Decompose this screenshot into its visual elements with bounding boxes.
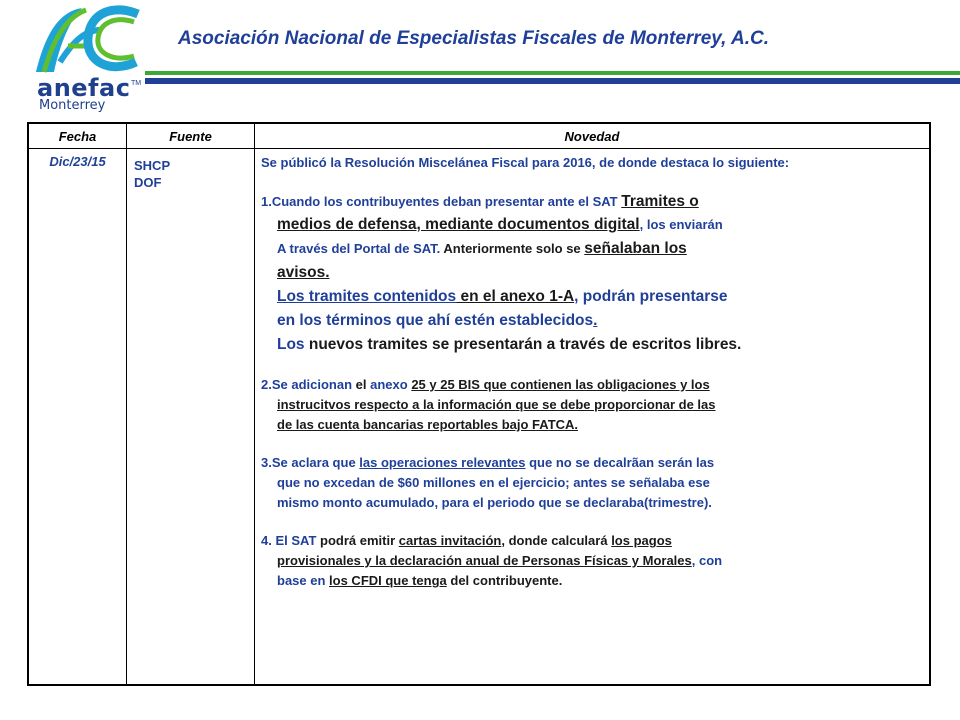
table-header-row: [28, 123, 930, 149]
anefac-logo-mark: [30, 0, 140, 80]
item2-text-a: 2.Se adicionan: [261, 377, 356, 392]
item2-text-d: 25 y 25 BIS que contienen las obligaciones y los: [411, 377, 710, 392]
header-rule-blue: [145, 78, 960, 84]
table-row: [28, 149, 930, 686]
item4-text-g: , con: [691, 553, 723, 568]
intro-text: Se públicó la Resolución Miscelánea Fiscal para 2016, de donde destaca lo siguiente:: [261, 155, 790, 170]
item1-text-b: Tramites o: [621, 193, 699, 210]
item4-text-j: del contribuyente.: [446, 573, 563, 588]
item4-text-h: base en: [277, 573, 330, 588]
item1-text-o: nuevos tramites se presentarán a través de escritos libres.: [308, 336, 742, 353]
item2-text-c: anexo: [370, 377, 412, 392]
item3-text-a: 3.Se aclara que: [261, 455, 360, 470]
logo-wordmark: anefac: [37, 74, 131, 102]
source-cell: [127, 149, 255, 686]
item4-text-f: provisionales y la declaración anual de Personas Físicas y Morales: [277, 553, 692, 568]
item1-text-m: .: [593, 312, 598, 329]
item3-text-c: que no se decalrãan serán las: [525, 455, 715, 470]
item2-text-f: de las cuenta bancarias reportables bajo FATCA.: [277, 417, 579, 432]
item1-text-e: A través del Portal de SAT.: [277, 241, 444, 256]
item3-text-b: las operaciones relevantes: [359, 455, 526, 470]
item1-text-k: , podrán presentarse: [574, 288, 728, 305]
item1-text-c: medios de defensa, mediante documentos digital: [277, 216, 640, 233]
header-rule-green: [145, 71, 960, 75]
item4-text-a: 4. El SAT: [261, 533, 320, 548]
page-title: Asociación Nacional de Especialistas Fiscales de Monterrey, A.C.: [178, 28, 769, 49]
item1-text-f: Anteriormente solo se: [443, 241, 585, 256]
news-table: [27, 122, 931, 686]
logo-trademark: TM: [131, 80, 142, 87]
item1-text-j: en el anexo 1-A: [456, 288, 575, 305]
item4-text-b: podrá emitir: [320, 533, 399, 548]
logo-city: Monterrey: [39, 98, 106, 113]
date-cell: Dic/23/15: [28, 149, 127, 686]
item-2: [261, 375, 929, 435]
source-dof: DOF: [134, 175, 162, 190]
item1-text-i: Los tramites contenidos: [277, 288, 457, 305]
source-shcp: SHCP: [134, 158, 171, 173]
item4-text-d: , donde calculará: [501, 533, 612, 548]
item1-text-n: Los: [277, 336, 309, 353]
item1-text-g: señalaban los: [584, 240, 687, 257]
item1-text-l: en los términos que ahí estén establecidos: [277, 312, 594, 329]
item2-text-b: el: [355, 377, 371, 392]
item4-text-i: los CFDI que tenga: [329, 573, 447, 588]
column-header-fecha: Fecha: [28, 123, 127, 149]
item1-text-d: , los enviarán: [639, 217, 723, 232]
novedad-cell: [255, 149, 931, 686]
item1-text-a: 1.Cuando los contribuyentes deban presentar ante el SAT: [261, 194, 622, 209]
item4-text-c: cartas invitación: [398, 533, 502, 548]
item3-text-e: mismo monto acumulado, para el periodo que se declaraba(trimestre).: [277, 495, 712, 510]
item4-text-e: los pagos: [611, 533, 672, 548]
item-1: [261, 191, 929, 357]
item2-text-e: instrucitvos respecto a la información que se debe proporcionar de las: [277, 397, 716, 412]
anefac-logo: [30, 0, 140, 118]
item-4: [261, 531, 929, 591]
item3-text-d: que no excedan de $60 millones en el ejercicio; antes se señalaba ese: [277, 475, 710, 490]
item1-text-h: avisos.: [277, 264, 330, 281]
column-header-fuente: Fuente: [127, 123, 255, 149]
item-3: [261, 453, 929, 513]
column-header-novedad: Novedad: [255, 123, 931, 149]
